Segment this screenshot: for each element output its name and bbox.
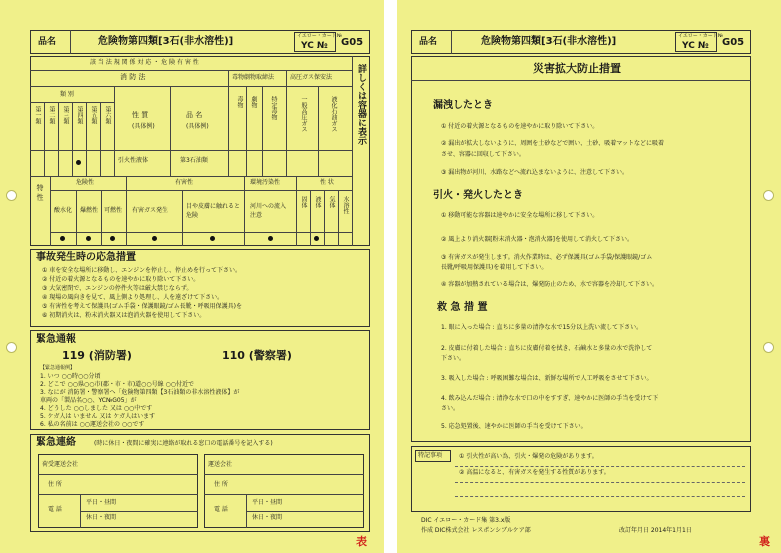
doku-col-1: 毒物 [236, 96, 243, 108]
tokki-item-2: ② 高温になると、有害ガスを発生する性質があります。 [459, 469, 610, 476]
seishitsu-value: 引火性液体 [118, 157, 149, 164]
front-card [0, 0, 384, 553]
hinmei-sub: (具体例) [186, 123, 209, 130]
yc-label: YC № [682, 41, 709, 51]
product-title: 危険物第四類[3石(非水溶性)] [481, 36, 617, 47]
sec1-item-3: ③ 漏出物が河川、水路などへ流れ込まないように、注意して下さい。 [441, 169, 629, 176]
sec2-item-1: ① 移動可能な容器は速やかに安全な場所に移して下さい。 [441, 212, 599, 219]
tsuho-example-label: 【緊急通報例】 [40, 365, 76, 371]
emergency-item-6: ⑥ 初期消火は、粉末消火器又は泡消火器を使用して下さい。 [42, 312, 206, 319]
sec3-item-4: 4. 飲み込んだ場合 : 清浄な水で口の中をすすぎ、速やかに医師の手当を受けて下 [441, 395, 659, 402]
law-header: 該 当 法 規 関 係 対 応 ・ 危 険 有 害 性 [90, 59, 199, 66]
sec1-item-2: ② 漏出が拡大しないように、周囲を土砂などで囲い、土砂、吸着マットなどに吸着 [441, 140, 665, 147]
seijo-label: 性 状 [320, 179, 334, 186]
punch-hole [6, 342, 17, 353]
side-note: 詳しくは容器に表示 [356, 64, 366, 145]
kiken-label: 危険性 [76, 179, 95, 186]
sec3-item-4b: さい。 [441, 405, 460, 412]
hinmei-label: 品名 [419, 37, 438, 47]
tokki-label: 特記事項 [418, 452, 443, 459]
shobo-label: 消 防 法 [120, 73, 146, 81]
kiken-item-1: 酸水化 [54, 207, 73, 214]
rui-col-2: 第二類 [48, 106, 55, 124]
left-kyujitsu: 休日・夜間 [86, 514, 117, 521]
tsuho-title: 緊急通報 [36, 334, 76, 345]
sec2-item-3: ③ 有害ガスが発生します。消火作業時は、必ず保護具(ゴム手袋/保護眼鏡/ゴム [441, 254, 653, 261]
rui-col-5: 第五類 [90, 106, 97, 124]
left-heijitsu: 平日・昼間 [86, 499, 117, 506]
emergency-item-5: ⑤ 有害性を考えて保護具(ゴム手袋・保護眼鏡/ゴム長靴・呼吸用保護具)を [42, 303, 242, 310]
mark-kiken-3 [110, 236, 115, 241]
mark-yugai-1 [152, 236, 157, 241]
sec3-item-3: 3. 吸入した場合 : 呼吸困難な場合は、新鮮な場所で人工呼吸をさせて下さい。 [441, 375, 653, 382]
renraku-note: (時に休日・夜間に確実に連絡が取れる窓口の電話番号を記入する) [94, 440, 273, 447]
seishitsu-label: 性 質 [132, 111, 149, 119]
mark-kiken-2 [86, 236, 91, 241]
punch-hole [763, 342, 774, 353]
rui-col-3: 第三類 [62, 106, 69, 124]
emergency-item-2: ② 付近の着火源となるものを速やかに取り除いて下さい。 [42, 276, 200, 283]
tokusei-label: 特 性 [36, 184, 44, 201]
right-kyujitsu: 休日・夜間 [252, 514, 283, 521]
back-side-mark: 裏 [759, 535, 770, 548]
emergency-item-1: ① 車を安全な場所に移動し、エンジンを停止し、停止めを行って下さい。 [42, 267, 241, 274]
tsuho-line-3: 3. なにが 消防署・警察署へ「危険物第四類【3石油類の非水溶性液体】が [40, 389, 240, 396]
ekika-col: 液化石油ガス [330, 96, 337, 132]
sec3-item-1: 1. 眼に入った場合 : 直ちに多量の清浄な水で15分以上洗い流して下さい。 [441, 324, 643, 331]
tsuho-line-7: 6. 私の名前は ○○運送会社の ○○です [40, 421, 145, 428]
yugai-item-1: 有害ガス発生 [132, 207, 169, 214]
tsuho-line-2: 2. どこで ○○県○○市(郡・市・市)道○○号線 ○○付近で [40, 381, 195, 388]
back-card [397, 0, 781, 553]
tsuho-line-4: 車両の「製品名○○、YC№G05」が [40, 397, 137, 404]
tsuho-line-6: 5. ケガ人は いません 又は ケガ人はいます [40, 413, 156, 420]
doku-label: 毒物劇物取締法 [232, 74, 275, 81]
hinmei-sub-label: 品 名 [186, 111, 203, 119]
hinmei-label: 品名 [38, 37, 57, 47]
tokki-item-1: ① 引火性が高い為、引火・爆発の危険があります。 [459, 453, 598, 460]
yc-small-label: イエロー・カード№ [678, 33, 724, 39]
sec3-item-5: 5. 応急処置後、速やかに医師の手当を受けて下さい。 [441, 423, 587, 430]
rui-4-mark [76, 160, 81, 165]
yugai-item-2: 目や皮膚に触れると危険 [186, 203, 241, 219]
yugai-label: 有害性 [175, 179, 194, 186]
front-side-mark: 表 [356, 535, 367, 548]
footer-line-1: DIC イエロー・カード集 第3.x版 [421, 517, 511, 524]
kiken-item-2: 爆燃性 [80, 207, 99, 214]
sec2-item-3b: 長靴/呼吸用保護具)を着用して下さい。 [441, 264, 548, 271]
footer-line-2: 作成 DIC株式会社 レスポンシブルケア部 [421, 527, 531, 534]
rui-label: 類 別 [60, 91, 74, 98]
emergency-item-3: ③ 大気密閉で、エンジンの停件火等は厳大禁じならず。 [42, 285, 193, 292]
yc-small-label: イエロー・カード№ [297, 33, 343, 39]
mark-yugai-2 [210, 236, 215, 241]
sec3-item-2b: 下さい。 [441, 355, 466, 362]
koatsu-label: 高圧ガス保安法 [290, 74, 333, 81]
seijo-item-2: 液体 [314, 196, 321, 208]
rui-col-1: 第一類 [34, 106, 41, 124]
left-jusho-label: 住 所 [48, 481, 62, 488]
mark-kiken-1 [60, 236, 65, 241]
mark-seijo-liquid [314, 236, 319, 241]
ippan-col: 一般高圧ガス [300, 96, 307, 132]
sec2-title: 引火・発火したとき [433, 190, 523, 201]
yc-label: YC № [301, 41, 328, 51]
yc-code: G05 [341, 37, 364, 48]
kankyo-label: 環境汚染性 [250, 179, 281, 186]
left-company-label: 荷受運送会社 [42, 461, 79, 468]
main-title: 災害拡大防止措置 [533, 62, 621, 75]
kiken-item-3: 可燃性 [104, 207, 123, 214]
seijo-item-3: 気体 [328, 196, 335, 208]
tokutei-col: 特定毒物 [270, 96, 277, 120]
sec3-item-2: 2. 皮膚に付着した場合 : 直ちに皮膚付着を拭き、石鹸水と多量の水で洗浄して [441, 345, 653, 352]
right-denwa-label: 電 話 [214, 506, 228, 513]
renraku-title: 緊急連絡 [36, 437, 76, 448]
footer-date: 改訂年月日 2014年1月1日 [619, 527, 692, 534]
sec2-item-4: ④ 容器が加熱されている場合は、爆発防止のため、水で容器を冷却して下さい。 [441, 281, 659, 288]
punch-hole [6, 190, 17, 201]
doku-col-2: 劇物 [250, 96, 257, 108]
tsuho-line-1: 1. いつ ○○時○○分頃 [40, 373, 101, 380]
sec1-item-1: ① 付近の着火源となるものを速やかに取り除いて下さい。 [441, 123, 599, 130]
rui-col-4: 第四類 [76, 106, 83, 124]
rui-col-6: 第六類 [104, 106, 111, 124]
sec2-item-2: ② 風上より消火器[粉末消火器・泡消火器]を使用して消火して下さい。 [441, 236, 633, 243]
sec1-title: 漏洩したとき [433, 100, 493, 111]
hinmei-value: 第3石油類 [180, 157, 208, 164]
right-company-label: 運送会社 [208, 461, 233, 468]
mark-kankyo [268, 236, 273, 241]
right-heijitsu: 平日・昼間 [252, 499, 283, 506]
punch-hole [763, 190, 774, 201]
sec1-item-2b: させ、容器に回収して下さい。 [441, 151, 525, 158]
product-title: 危険物第四類[3石(非水溶性)] [98, 36, 234, 47]
right-jusho-label: 住 所 [214, 481, 228, 488]
seijo-item-1: 固体 [300, 196, 307, 208]
kankyo-item: 河川への流入注意 [250, 203, 287, 219]
tsuho-police: 110 (警察署) [222, 349, 292, 362]
tsuho-line-5: 4. どうした ○○しました 又は ○○中です [40, 405, 153, 412]
measures-box [411, 56, 751, 442]
left-denwa-label: 電 話 [48, 506, 62, 513]
emergency-title: 事故発生時の応急措置 [36, 252, 136, 263]
sec3-title: 救 急 措 置 [437, 302, 488, 313]
seijo-item-4: 水溶性 [342, 196, 349, 214]
emergency-item-4: ④ 現場の風向きを見て、風上側より処理し、人を遠ざけて下さい。 [42, 294, 224, 301]
seishitsu-sub: (具体例) [132, 123, 155, 130]
tsuho-fire: 119 (消防署) [62, 349, 132, 362]
yc-code: G05 [722, 37, 745, 48]
